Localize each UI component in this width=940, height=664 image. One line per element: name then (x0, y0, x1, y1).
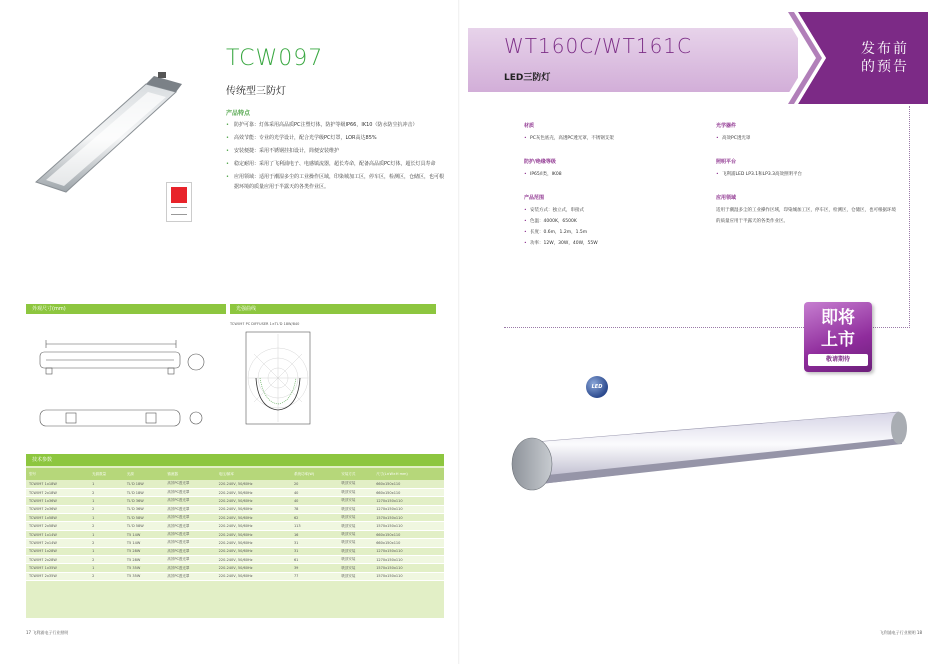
spec-row: • 飞利浦LED LP3.1和LP3.3高效照明平台 (716, 169, 896, 180)
spec-column-left (524, 122, 704, 263)
table-cell: 40 (291, 488, 338, 496)
table-cell: 220-240V, 50/60Hz (216, 522, 291, 530)
table-cell: 1 (89, 480, 124, 488)
table-cell: 吸顶安装 (338, 480, 373, 488)
table-cell: 220-240V, 50/60Hz (216, 539, 291, 547)
wt160c-led-batten-photo (504, 372, 914, 512)
table-row (26, 572, 444, 580)
spec-heading: 照明平台 (716, 159, 737, 165)
table-cell: 高效PC透光罩 (164, 530, 215, 538)
table-cell: 61 (291, 556, 338, 564)
led-logo-icon: LED (586, 376, 608, 398)
table-cell: 吸顶安装 (338, 530, 373, 538)
table-cell: 吸顶安装 (338, 572, 373, 580)
table-cell: TL'D 36W (124, 497, 164, 505)
spec-group-application (716, 194, 896, 227)
table-cell: 1270x150x110 (373, 556, 444, 564)
table-cell: 高效PC透光罩 (164, 572, 215, 580)
table-cell: 660x150x110 (373, 488, 444, 496)
spec-group-range (524, 194, 704, 249)
table-cell: 660x150x110 (373, 480, 444, 488)
table-row (26, 522, 444, 530)
spec-group-platform (716, 158, 896, 180)
table-cell: 220-240V, 50/60Hz (216, 530, 291, 538)
table-cell: 16 (291, 530, 338, 538)
table-cell: 220-240V, 50/60Hz (216, 556, 291, 564)
page-fold (458, 0, 460, 664)
coming-soon-badge (804, 302, 872, 372)
table-row (26, 505, 444, 513)
table-cell: 1270x150x110 (373, 547, 444, 555)
badge-line-1: 即将 (821, 308, 855, 328)
table-cell: 1570x150x110 (373, 572, 444, 580)
table-cell: 220-240V, 50/60Hz (216, 480, 291, 488)
table-cell: TCW097 1x35W (26, 564, 89, 572)
table-row (26, 530, 444, 538)
table-cell: 1 (89, 497, 124, 505)
light-distribution-label: 光强曲线 (230, 304, 436, 314)
table-cell: T5 14W (124, 539, 164, 547)
column-header: 型号 (26, 468, 89, 480)
table-cell: 高效PC透光罩 (164, 564, 215, 572)
polar-curve (244, 328, 314, 432)
spec-row: • IP65/I类，IK08 (524, 169, 704, 180)
feature-item: • 安装便捷：采用不锈钢挂扣设计，简便安装维护 (226, 146, 446, 156)
table-row (26, 547, 444, 555)
dimensions-label: 外观尺寸(mm) (26, 304, 226, 314)
table-cell: 高效PC透光罩 (164, 556, 215, 564)
spec-group-optics (716, 122, 896, 144)
table-cell: 吸顶安装 (338, 539, 373, 547)
spec-row: • 功率：12W，30W，40W，55W (524, 238, 704, 249)
table-cell: TCW097 1x14W (26, 530, 89, 538)
spec-heading: 应用领域 (716, 195, 737, 201)
table-cell: TL'D 58W (124, 522, 164, 530)
table-cell: 高效PC透光罩 (164, 547, 215, 555)
table-row (26, 514, 444, 522)
table-cell: T5 35W (124, 572, 164, 580)
wt-subtitle: LED三防灯 (504, 73, 551, 83)
right-page-footer: 飞利浦电子行业照明 18 (879, 630, 922, 635)
feature-item: • 高效节能：专业的光学设计，配合光学级PC灯罩，LOR高达85% (226, 133, 446, 143)
table-cell: 1570x150x110 (373, 564, 444, 572)
table-cell: 660x150x110 (373, 530, 444, 538)
table-cell: 吸顶安装 (338, 547, 373, 555)
table-header-row (26, 468, 444, 480)
spec-row: • 安装方式：独立式，串接式 (524, 205, 704, 216)
table-cell: 高效PC透光罩 (164, 497, 215, 505)
left-page (16, 12, 450, 652)
spec-table-block (26, 454, 444, 618)
spec-paragraph: 适用于潮湿多尘的工业操作区域，印染城加工区，停车区，检测区，仓储区，也可根据环境的质量应用于半露天的各类作业区。 (716, 208, 896, 224)
table-cell: 220-240V, 50/60Hz (216, 564, 291, 572)
release-notice (840, 40, 930, 76)
table-cell: 220-240V, 50/60Hz (216, 514, 291, 522)
table-cell: 1570x150x110 (373, 514, 444, 522)
table-cell: 77 (291, 572, 338, 580)
table-cell: 1570x150x110 (373, 522, 444, 530)
table-cell: TCW097 2x18W (26, 488, 89, 496)
spec-group-protection (524, 158, 704, 180)
feature-item: • 应用领域：适用于潮湿多尘的工业操作区域，印染城加工区，停车区，检测区，仓储区，也可根据环境的质量应用于半露天的各类作业区。 (226, 172, 446, 192)
table-cell: 高效PC透光罩 (164, 505, 215, 513)
table-cell: 吸顶安装 (338, 514, 373, 522)
table-cell: TCW097 2x28W (26, 556, 89, 564)
right-page (468, 12, 928, 652)
table-cell: 62 (291, 514, 338, 522)
table-cell: 吸顶安装 (338, 564, 373, 572)
spec-column-right (716, 122, 896, 241)
table-cell: 吸顶安装 (338, 556, 373, 564)
table-row (26, 556, 444, 564)
certification-mark-icon (166, 182, 192, 222)
table-cell: 220-240V, 50/60Hz (216, 572, 291, 580)
table-cell: TL'D 18W (124, 488, 164, 496)
spec-row: • PC灰色底壳，高透PC透光罩，不锈钢支架 (524, 133, 704, 144)
feature-list (226, 120, 446, 195)
tcw097-model-title: TCW097 (226, 46, 324, 71)
release-line-1: 发布前 (861, 41, 909, 57)
table-cell: TL'D 18W (124, 480, 164, 488)
column-header: 安装方式 (338, 468, 373, 480)
table-cell: 31 (291, 539, 338, 547)
table-cell: TCW097 2x14W (26, 539, 89, 547)
column-header: 镇流器 (164, 468, 215, 480)
table-cell: 113 (291, 522, 338, 530)
table-cell: 高效PC透光罩 (164, 488, 215, 496)
spec-heading: 产品范围 (524, 195, 545, 201)
table-cell: 31 (291, 547, 338, 555)
table-cell: 1 (89, 514, 124, 522)
table-cell: TL'D 36W (124, 505, 164, 513)
table-cell: T5 28W (124, 556, 164, 564)
table-cell: 220-240V, 50/60Hz (216, 505, 291, 513)
table-cell: T5 14W (124, 530, 164, 538)
table-cell: 78 (291, 505, 338, 513)
photometric-caption: TCW097 PC DIFFUSER 1×TL'D 18W/840 (230, 322, 300, 326)
table-cell: 吸顶安装 (338, 488, 373, 496)
tcw097-subtitle: 传统型三防灯 (226, 86, 286, 97)
table-cell: TCW097 2x58W (26, 522, 89, 530)
spec-table-title: 技术参数 (26, 454, 444, 466)
release-line-2: 的预告 (861, 59, 909, 75)
table-cell: 220-240V, 50/60Hz (216, 497, 291, 505)
table-cell: 2 (89, 505, 124, 513)
table-cell: 2 (89, 522, 124, 530)
table-cell: 高效PC透光罩 (164, 522, 215, 530)
feature-item: • 防护可靠：灯体采用高品质PC注塑灯体，防护等级IP66，IK10（防水防尘抗冲击） (226, 120, 446, 130)
table-cell: TCW097 1x28W (26, 547, 89, 555)
table-cell: T5 28W (124, 547, 164, 555)
table-cell: 220-240V, 50/60Hz (216, 488, 291, 496)
table-cell: 高效PC透光罩 (164, 480, 215, 488)
table-cell: 660x150x110 (373, 539, 444, 547)
table-cell: 1 (89, 547, 124, 555)
table-cell: 2 (89, 556, 124, 564)
column-header: 系统功率(W) (291, 468, 338, 480)
badge-line-2: 上市 (821, 330, 855, 350)
table-cell: TCW097 2x36W (26, 505, 89, 513)
table-cell: 吸顶安装 (338, 505, 373, 513)
table-cell: TCW097 2x35W (26, 572, 89, 580)
table-cell: 高效PC透光罩 (164, 539, 215, 547)
column-header: 电压/频率 (216, 468, 291, 480)
table-cell: TL'D 58W (124, 514, 164, 522)
features-heading: 产品特点 (226, 110, 251, 117)
spec-heading: 防护/绝缘等级 (524, 159, 556, 165)
table-cell: 高效PC透光罩 (164, 514, 215, 522)
table-cell: 2 (89, 488, 124, 496)
feature-item: • 稳定耐用：采用了飞利浦电子、电感镇流器，超长寿命，配备高品质PC灯体，超长灯具寿命 (226, 159, 446, 169)
table-cell: 1 (89, 530, 124, 538)
column-header: 光源数量 (89, 468, 124, 480)
left-page-footer: 17 飞利浦电子行业照明 (26, 630, 69, 635)
badge-line-3: 敬请期待 (808, 354, 868, 366)
spec-row: • 长度：0.6m，1.2m，1.5m (524, 227, 704, 238)
spec-table-body (26, 480, 444, 581)
table-cell: 吸顶安装 (338, 522, 373, 530)
photometric-diagram (230, 318, 436, 440)
column-header: 光源 (124, 468, 164, 480)
table-row (26, 564, 444, 572)
dimension-drawing (26, 318, 226, 440)
table-cell: 39 (291, 564, 338, 572)
table-cell: 20 (291, 480, 338, 488)
table-cell: 1270x150x110 (373, 505, 444, 513)
table-row (26, 539, 444, 547)
table-cell: 2 (89, 572, 124, 580)
spec-group-material (524, 122, 704, 144)
table-cell: 220-240V, 50/60Hz (216, 547, 291, 555)
table-cell: 40 (291, 497, 338, 505)
table-cell: TCW097 1x18W (26, 480, 89, 488)
wt-model-title: WT160C/WT161C (504, 34, 692, 58)
spec-row: • 高效PC透光罩 (716, 133, 896, 144)
table-cell: T5 35W (124, 564, 164, 572)
spec-table (26, 468, 444, 581)
table-cell: TCW097 1x36W (26, 497, 89, 505)
table-row (26, 497, 444, 505)
table-cell: 吸顶安装 (338, 497, 373, 505)
spec-heading: 光学器件 (716, 123, 737, 129)
table-cell: 1 (89, 564, 124, 572)
table-cell: 2 (89, 539, 124, 547)
table-row (26, 480, 444, 488)
column-header: 尺寸(L×W×H mm) (373, 468, 444, 480)
table-cell: 1270x150x110 (373, 497, 444, 505)
table-cell: TCW097 1x58W (26, 514, 89, 522)
table-row (26, 488, 444, 496)
spec-row: • 色温：4000K，6500K (524, 216, 704, 227)
spec-heading: 材质 (524, 123, 535, 129)
